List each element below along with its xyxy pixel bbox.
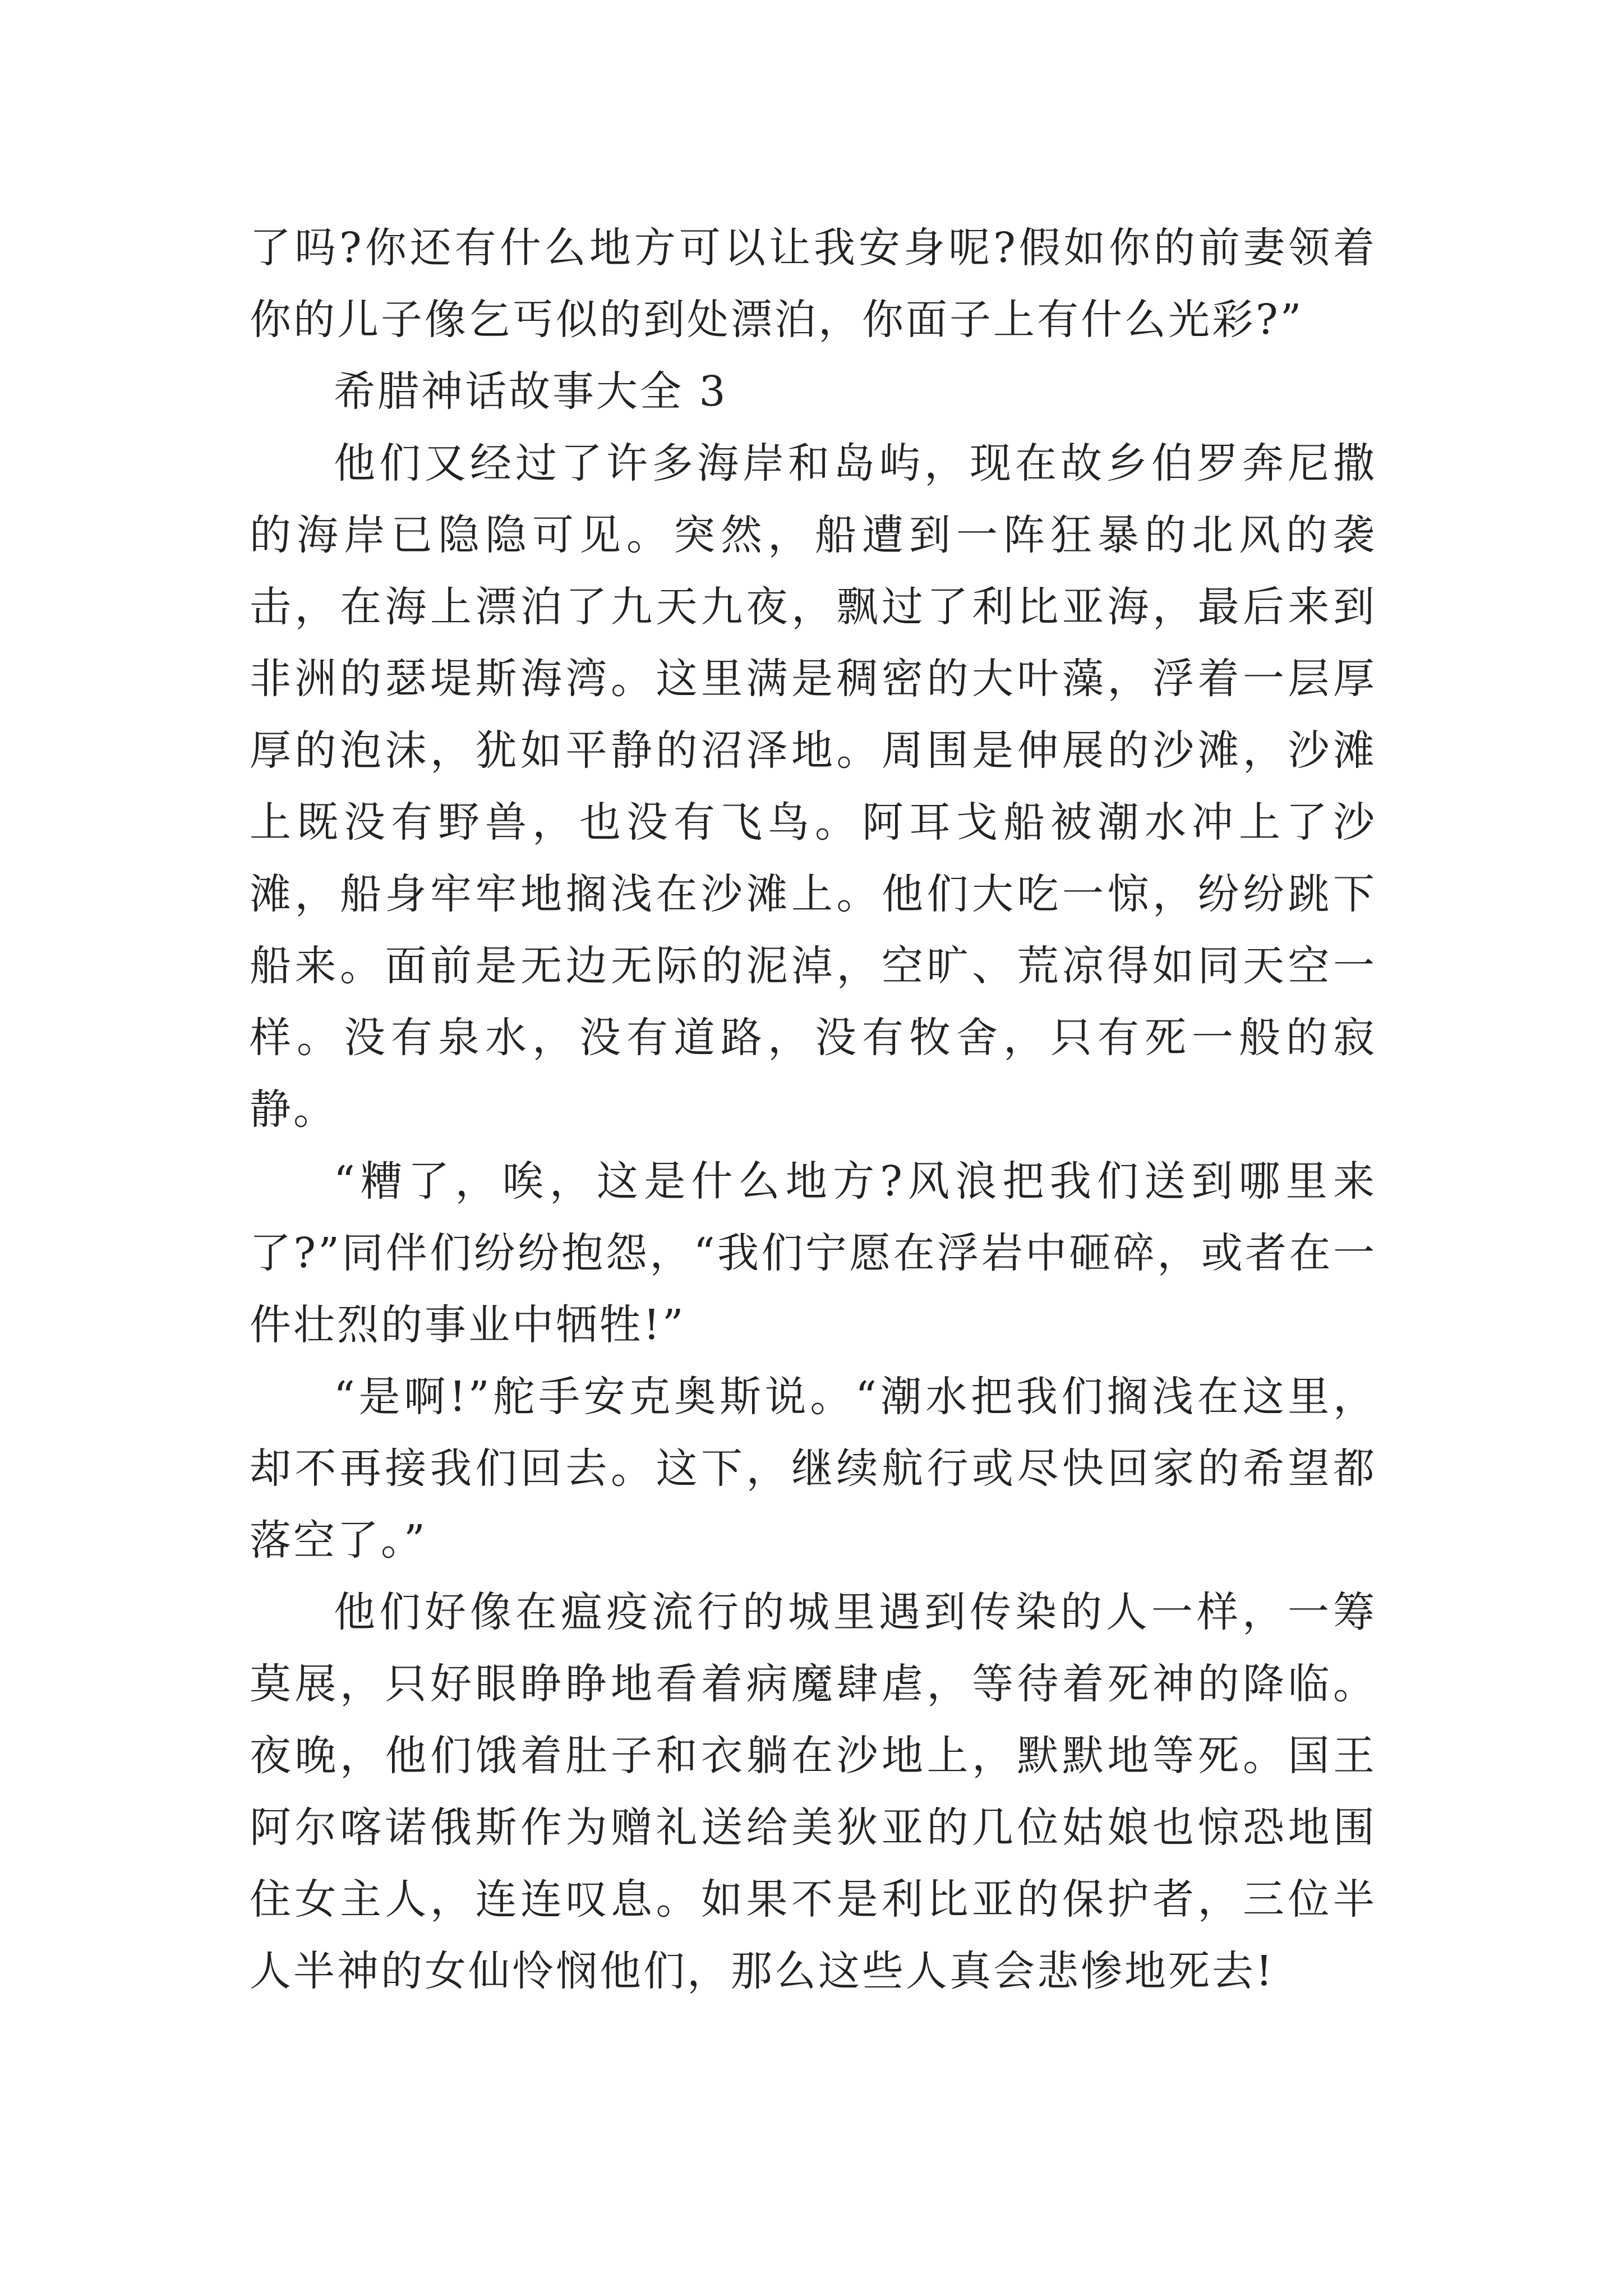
section-heading: 希腊神话故事大全 3: [334, 367, 728, 416]
document-body: [250, 212, 1377, 2007]
paragraph: 他们又经过了许多海岸和岛屿，现在故乡伯罗奔尼撒的海岸已隐隐可见。突然，船遭到一阵狂暴的北风的袭击，在海上漂泊了九天九夜，飘过了利比亚海，最后来到非洲的瑟堤斯海湾。这里满是稠密的大叶藻，浮着一层厚厚的泡沫，犹如平静的沼泽地。周围是伸展的沙滩，沙滩上既没有野兽，也没有飞鸟。阿耳戈船被潮水冲上了沙滩，船身牢牢地搁浅在沙滩上。他们大吃一惊，纷纷跳下船来。面前是无边无际的泥淖，空旷、荒凉得如同天空一样。没有泉水，没有道路，没有牧舍，只有死一般的寂静。: [250, 439, 1377, 1134]
paragraph: 他们好像在瘟疫流行的城里遇到传染的人一样，一筹莫展，只好眼睁睁地看着病魔肆虐，等待着死神的降临。夜晚，他们饿着肚子和衣躺在沙地上，默默地等死。国王阿尔喀诺俄斯作为赠礼送给美狄亚的几位姑娘也惊恐地围住女主人，连连叹息。如果不是利比亚的保护者，三位半人半神的女仙怜悯他们，那么这些人真会悲惨地死去!: [250, 1588, 1377, 1995]
paragraph-continuation: 了吗?你还有什么地方可以让我安身呢?假如你的前妻领着你的儿子像乞丐似的到处漂泊，你面子上有什么光彩?”: [250, 224, 1377, 344]
paragraph: “糟了，唉，这是什么地方?风浪把我们送到哪里来了?”同伴们纷纷抱怨，“我们宁愿在浮岩中砸碎，或者在一件壮烈的事业中牺牲!”: [250, 1157, 1377, 1349]
paragraph: “是啊!”舵手安克奥斯说。“潮水把我们搁浅在这里，却不再接我们回去。这下，继续航行或尽快回家的希望都落空了。”: [250, 1373, 1377, 1565]
